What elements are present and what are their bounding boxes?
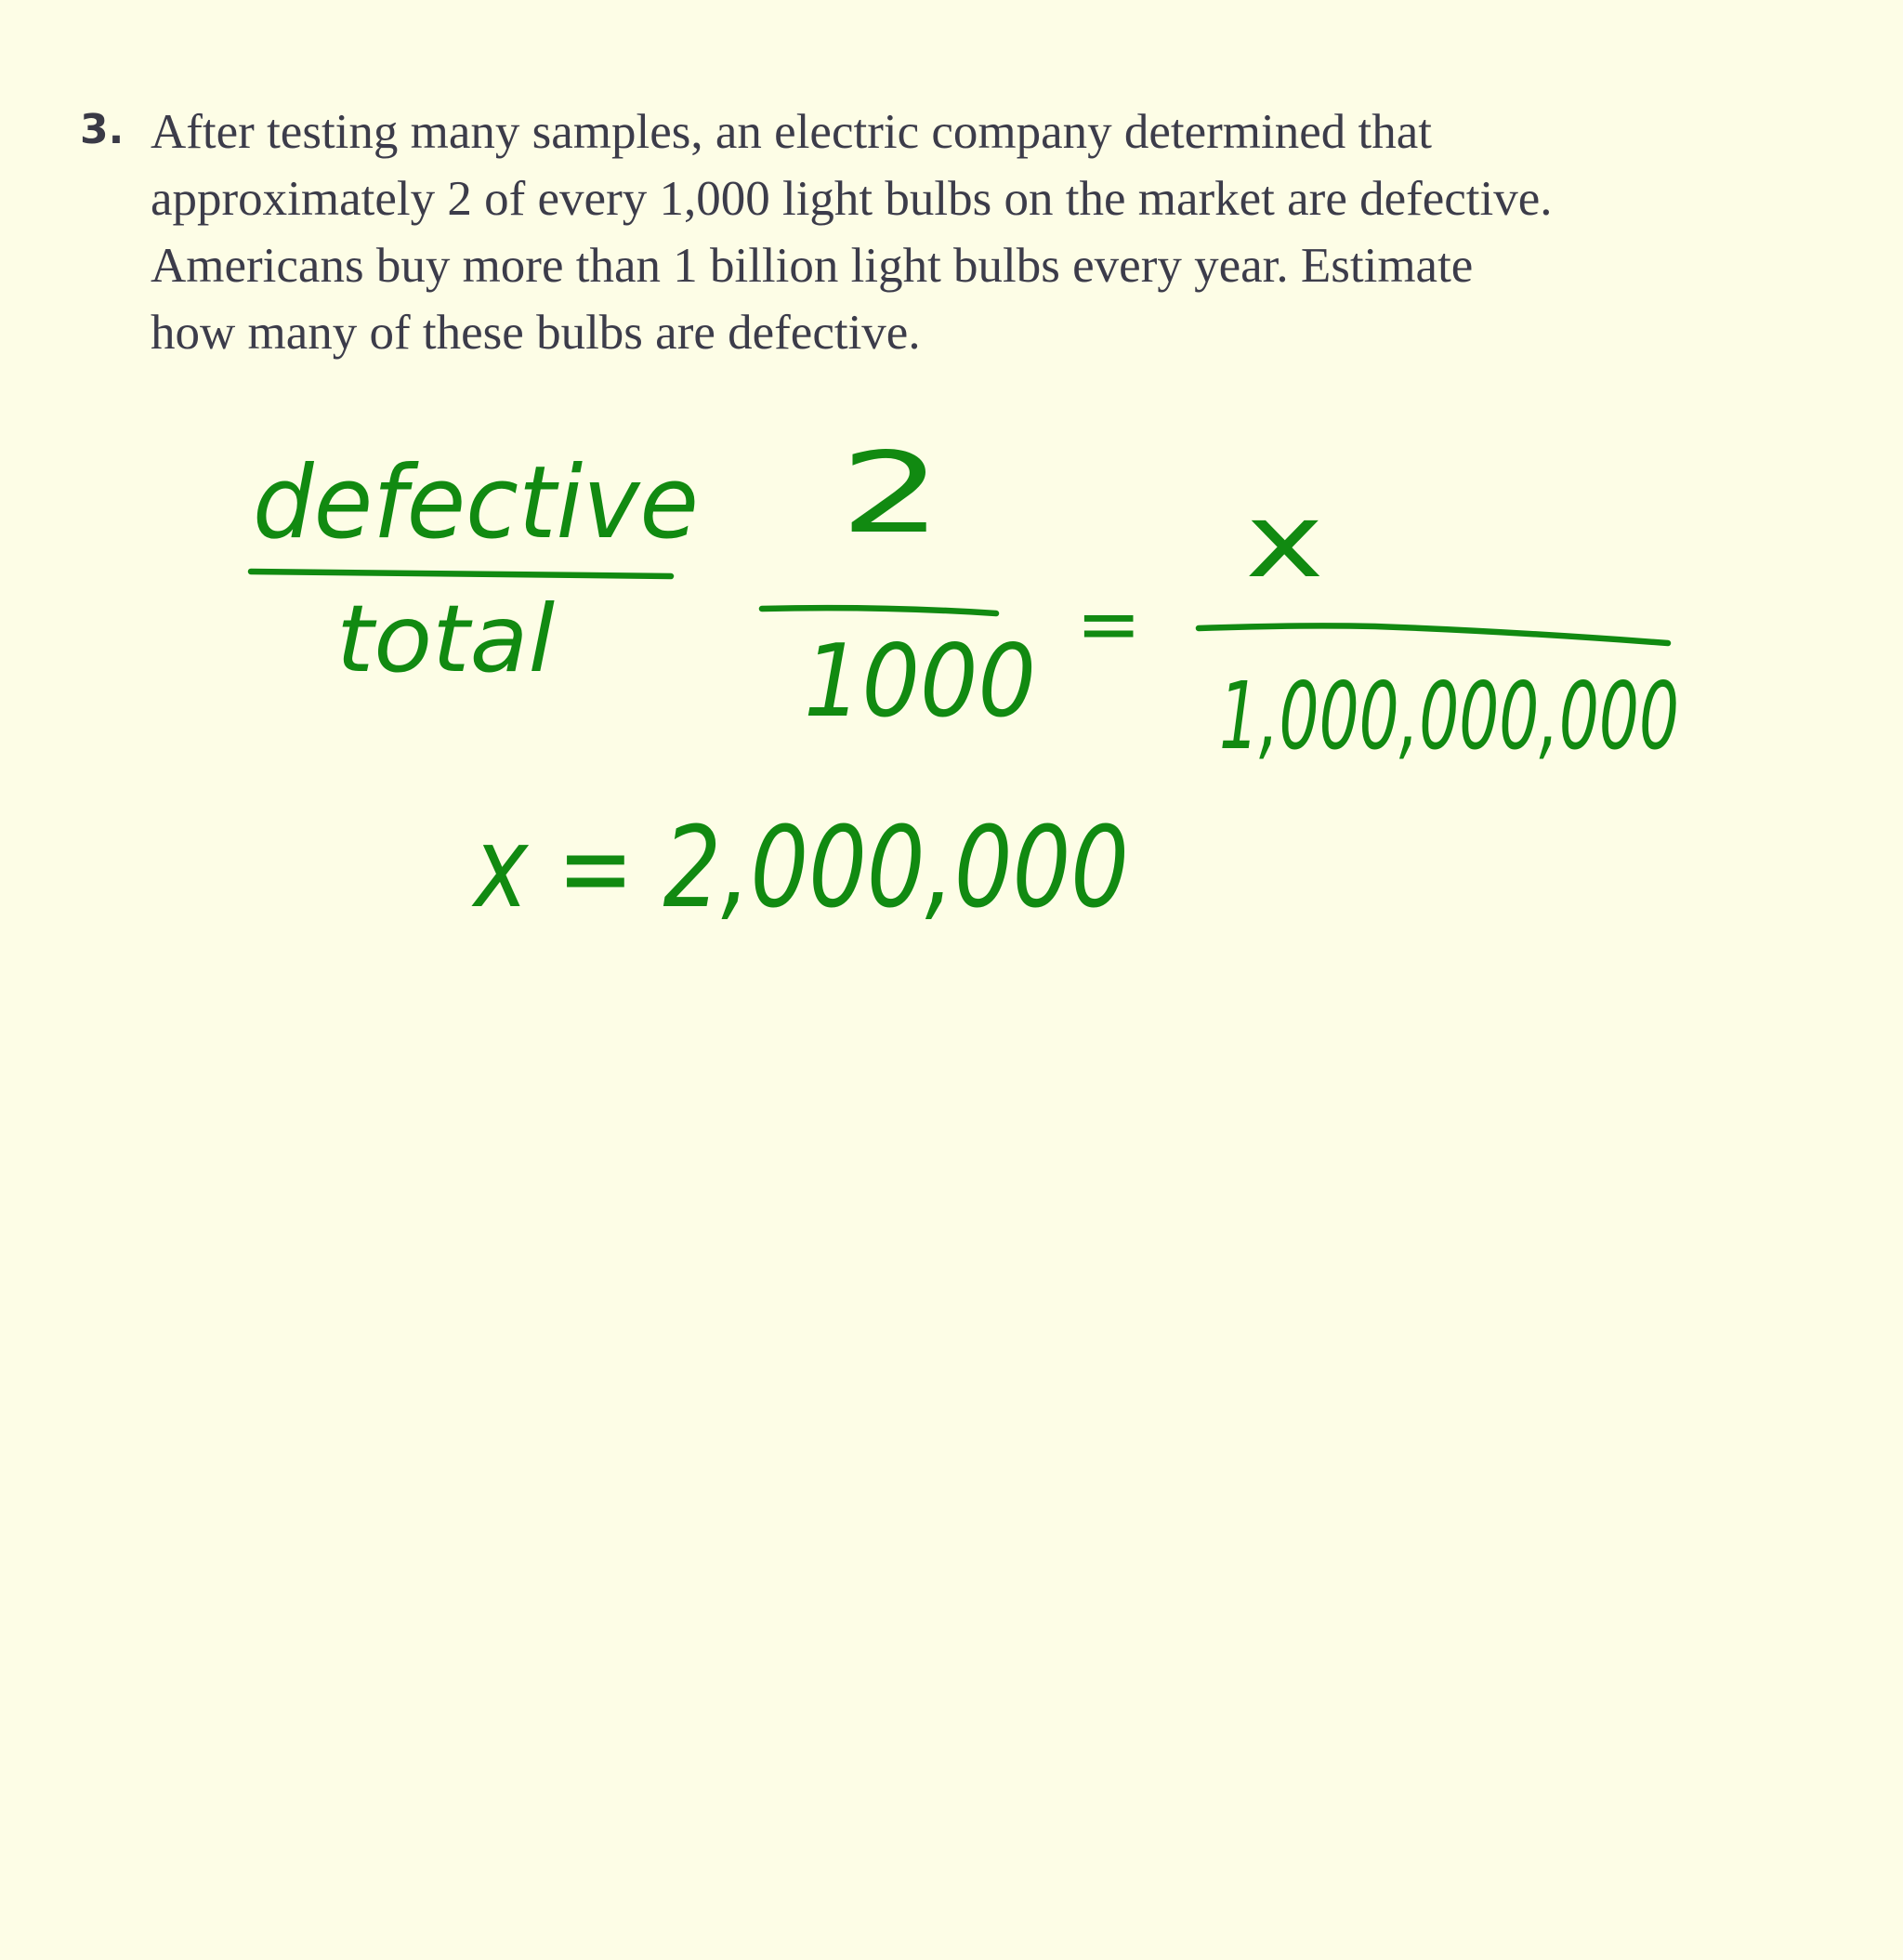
problem-line-1: After testing many samples, an electric company determined that <box>151 105 1432 159</box>
handwritten-ratio-denominator: 1000 <box>804 624 1036 740</box>
handwritten-unknown-numerator: x <box>1245 481 1324 600</box>
problem-line-2: approximately 2 of every 1,000 light bulbs on the market are defective. <box>151 172 1553 226</box>
handwritten-unknown-denominator: 1,000,000,000 <box>1219 662 1679 770</box>
fraction-bar-labels <box>251 572 671 576</box>
problem-line-3: Americans buy more than 1 billion light bulbs every year. Estimate <box>151 239 1474 293</box>
handwritten-equals-sign: = <box>1076 578 1142 669</box>
fraction-bar-ratio <box>762 608 996 613</box>
problem-line-4: how many of these bulbs are defective. <box>151 306 921 360</box>
handwritten-ratio-numerator: 2 <box>840 429 942 559</box>
handwritten-label-total: total <box>336 585 556 693</box>
handwritten-label-defective: defective <box>253 445 699 561</box>
handwritten-answer: x = 2,000,000 <box>470 804 1129 933</box>
fraction-bar-proportion <box>1199 625 1668 643</box>
problem-number: 3. <box>80 106 125 153</box>
